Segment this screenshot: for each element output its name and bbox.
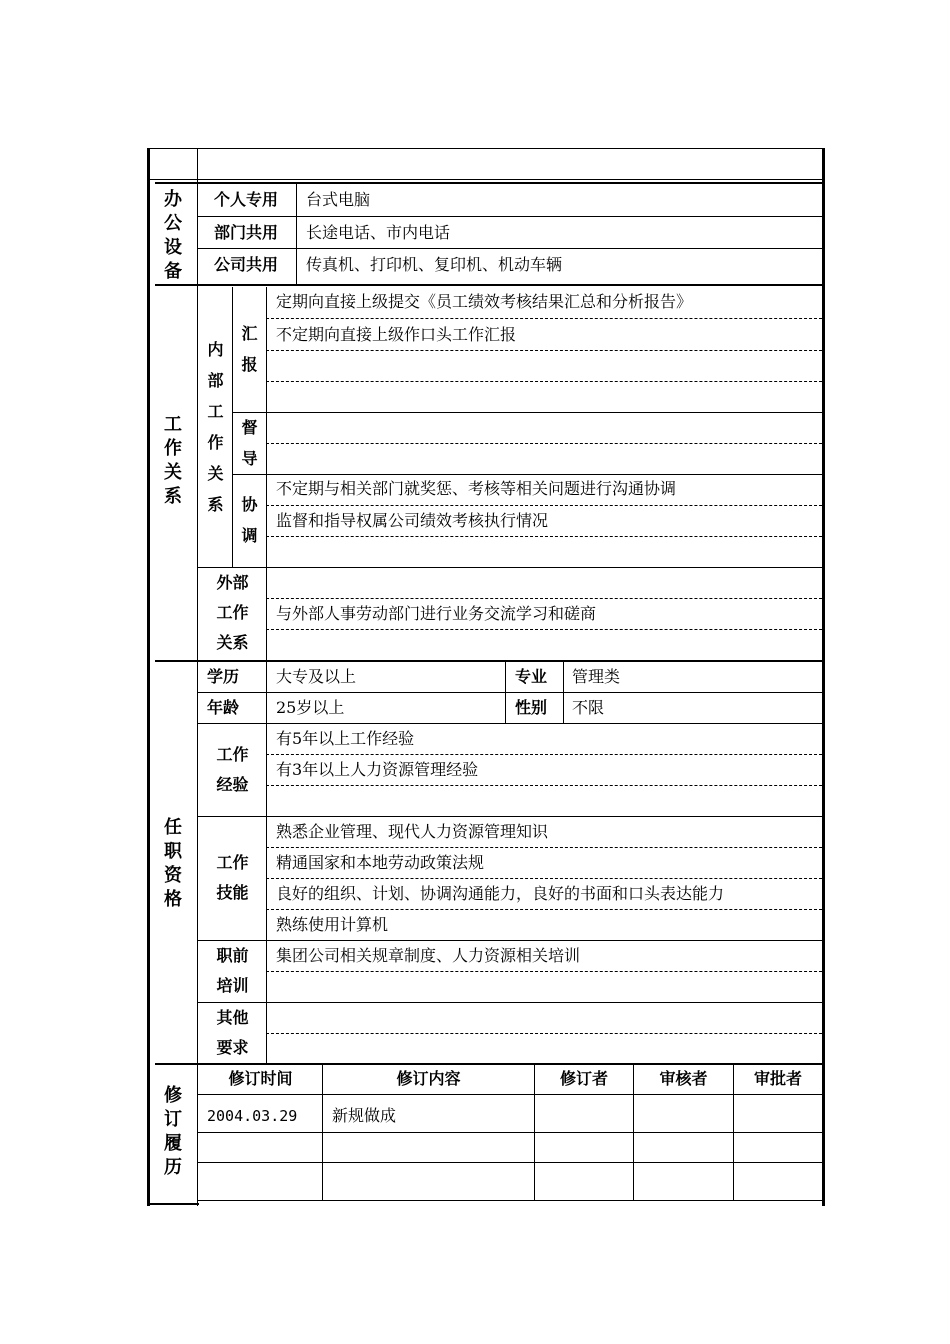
dashed-separator [266, 754, 822, 755]
internal-label-char: 关 [207, 464, 224, 483]
report-label-char: 汇 [241, 324, 258, 343]
internal-relations-label [199, 334, 232, 520]
office-label-department: 部门共用 [214, 223, 279, 242]
dashed-separator [266, 909, 822, 910]
major-label-left [505, 662, 506, 724]
external-item: 与外部人事劳动部门进行业务交流学习和磋商 [276, 604, 597, 623]
training-bottom-line [197, 1002, 822, 1003]
dashed-separator [266, 598, 822, 599]
training-label-line: 培训 [216, 976, 249, 995]
office-label-divider [296, 183, 297, 284]
coordinate-label-char: 调 [241, 526, 258, 545]
relations-title-char: 工 [164, 414, 182, 435]
education-label: 学历 [207, 667, 240, 686]
qualification-title-char: 资 [164, 865, 182, 886]
major-value: 管理类 [572, 667, 621, 686]
internal-label-char: 部 [207, 371, 224, 390]
supervise-label [233, 412, 266, 474]
external-label-line: 工作 [216, 603, 249, 622]
report-item: 不定期向直接上级作口头工作汇报 [276, 325, 517, 344]
table-left-border [147, 148, 150, 1206]
office-label-company: 公司共用 [214, 255, 279, 274]
training-label-line: 职前 [216, 946, 249, 965]
revision-row-content: 新规做成 [332, 1106, 397, 1125]
major-label-right [563, 662, 564, 724]
supervise-label-char: 导 [241, 449, 258, 468]
experience-bottom-line [197, 816, 822, 817]
internal-bottom-line [197, 567, 822, 568]
internal-label-char: 系 [207, 495, 224, 514]
report-label [233, 318, 266, 380]
skill-item: 良好的组织、计划、协调沟通能力，良好的书面和口头表达能力 [276, 884, 725, 903]
external-label-line: 外部 [216, 573, 249, 592]
age-value: 25岁以上 [276, 698, 345, 717]
skills-label-line: 工作 [216, 853, 249, 872]
experience-item: 有3年以上人力资源管理经验 [276, 760, 479, 779]
age-label: 年龄 [207, 698, 240, 717]
training-label [199, 941, 266, 1001]
internal-label-char: 工 [207, 402, 224, 421]
revision-title-char: 修 [164, 1085, 182, 1106]
title-column-divider [197, 148, 198, 1206]
relations-title-char: 关 [164, 462, 182, 483]
skills-label [199, 848, 266, 908]
gender-value: 不限 [572, 698, 605, 717]
office-title-char: 备 [164, 261, 182, 282]
supervise-bottom-line [232, 474, 822, 475]
office-title-char: 办 [164, 189, 182, 210]
experience-label-line: 工作 [216, 745, 249, 764]
education-value: 大专及以上 [276, 667, 357, 686]
qualification-row-line [197, 723, 822, 724]
revision-title-char: 履 [164, 1133, 182, 1154]
skill-item: 熟练使用计算机 [276, 915, 389, 934]
revision-header-reviser: 修订者 [559, 1069, 608, 1088]
gender-label: 性别 [515, 698, 548, 717]
coordinate-label [233, 489, 266, 551]
experience-label [199, 740, 266, 800]
report-label-char: 报 [241, 355, 258, 374]
blank-row-line [149, 179, 824, 180]
report-bottom-line [232, 412, 822, 413]
other-label-line: 要求 [216, 1038, 249, 1057]
relations-title-char: 系 [164, 486, 182, 507]
dashed-separator [266, 629, 822, 630]
dashed-separator [266, 1033, 822, 1034]
revision-row-date: 2004.03.29 [207, 1107, 298, 1125]
section-divider-revision [155, 1063, 822, 1065]
work-relations-title [149, 413, 197, 509]
office-label-personal: 个人专用 [214, 190, 279, 209]
qualification-title-char: 格 [164, 889, 182, 910]
table-top-border [149, 148, 824, 149]
relations-title-char: 作 [164, 438, 182, 459]
dashed-separator [266, 785, 822, 786]
office-value-personal: 台式电脑 [306, 190, 371, 209]
qualification-title [149, 816, 197, 912]
dashed-separator [266, 443, 822, 444]
dashed-separator [266, 381, 822, 382]
revision-header-reviewer: 审核者 [659, 1069, 708, 1088]
table-right-border [822, 148, 825, 1206]
external-relations-label [199, 568, 266, 658]
experience-item: 有5年以上工作经验 [276, 729, 415, 748]
dashed-separator [266, 350, 822, 351]
skills-label-line: 技能 [216, 883, 249, 902]
report-item: 定期向直接上级提交《员工绩效考核结果汇总和分析报告》 [276, 292, 693, 311]
qualification-title-char: 职 [164, 841, 182, 862]
office-row-line [197, 216, 822, 217]
office-equipment-title [149, 188, 197, 284]
qualification-row-line [197, 692, 822, 693]
section-divider-relations [155, 284, 822, 286]
external-label-line: 关系 [216, 633, 249, 652]
dashed-separator [266, 971, 822, 972]
table-bottom-border [149, 1203, 199, 1205]
revision-row-line [197, 1132, 822, 1133]
dashed-separator [266, 878, 822, 879]
other-label-line: 其他 [216, 1008, 249, 1027]
office-title-char: 设 [164, 237, 182, 258]
office-value-company: 传真机、打印机、复印机、机动车辆 [306, 255, 563, 274]
coordinate-item: 不定期与相关部门就奖惩、考核等相关问题进行沟通协调 [276, 479, 677, 498]
section-divider-qualification [155, 660, 822, 662]
internal-label-char: 内 [207, 340, 224, 359]
revision-header-date: 修订时间 [228, 1069, 293, 1088]
dashed-separator [266, 847, 822, 848]
skill-item: 精通国家和本地劳动政策法规 [276, 853, 485, 872]
revision-title-char: 订 [164, 1109, 182, 1130]
revision-row-line [197, 1162, 822, 1163]
section-divider-office [155, 182, 822, 184]
supervise-label-char: 督 [241, 418, 258, 437]
revision-bottom-line [197, 1200, 822, 1201]
revision-row-line [197, 1094, 822, 1095]
major-label: 专业 [515, 667, 548, 686]
dashed-separator [266, 536, 822, 537]
office-title-char: 公 [164, 213, 182, 234]
revision-header-content: 修订内容 [396, 1069, 461, 1088]
qualification-title-char: 任 [164, 817, 182, 838]
internal-label-char: 作 [207, 433, 224, 452]
office-row-line [197, 248, 822, 249]
skill-item: 熟悉企业管理、现代人力资源管理知识 [276, 822, 549, 841]
training-item: 集团公司相关规章制度、人力资源相关培训 [276, 946, 581, 965]
skills-bottom-line [197, 940, 822, 941]
dashed-separator [266, 505, 822, 506]
office-value-department: 长途电话、市内电话 [306, 223, 451, 242]
coordinate-item: 监督和指导权属公司绩效考核执行情况 [276, 511, 549, 530]
revision-header-approver: 审批者 [753, 1069, 802, 1088]
coordinate-label-char: 协 [241, 495, 258, 514]
dashed-separator [266, 318, 822, 319]
revision-title-char: 历 [164, 1157, 182, 1178]
revision-history-title [149, 1084, 197, 1180]
other-requirements-label [199, 1003, 266, 1063]
experience-label-line: 经验 [216, 775, 249, 794]
